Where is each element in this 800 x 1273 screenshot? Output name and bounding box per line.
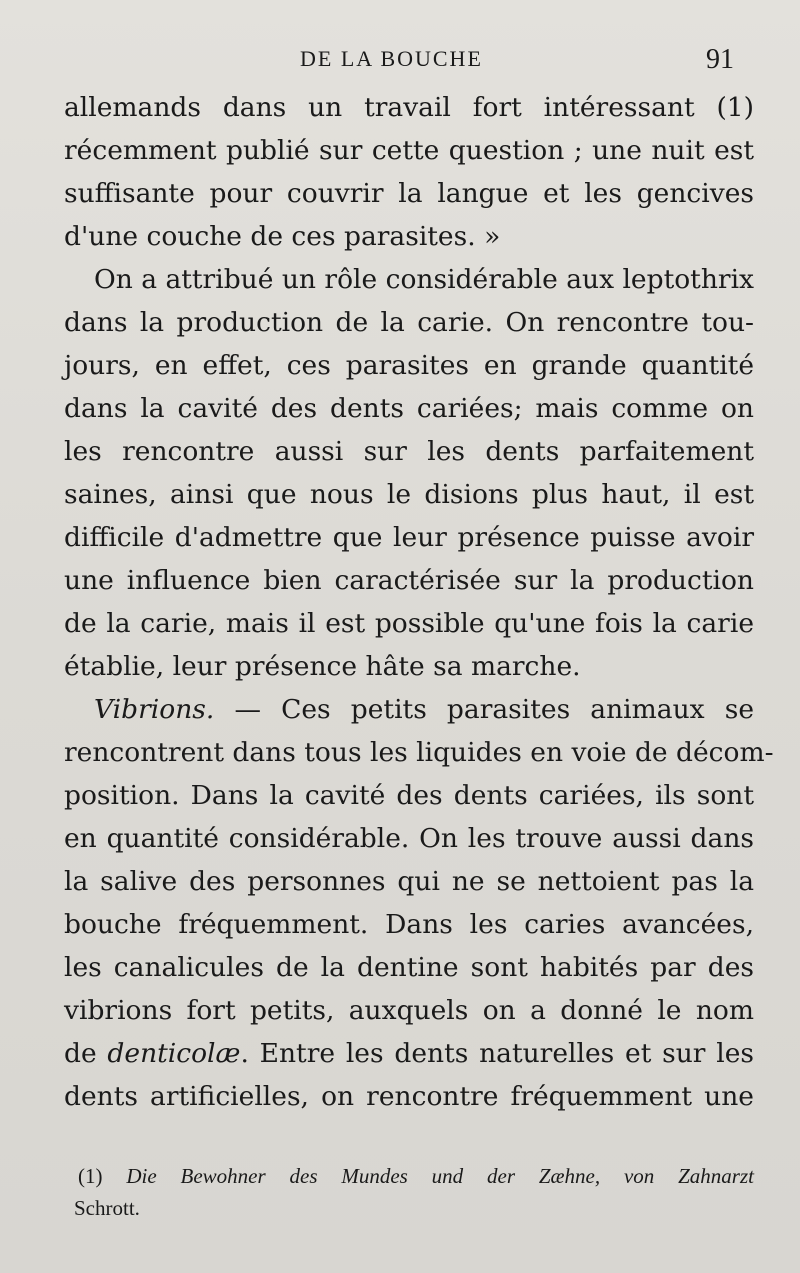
footnote [74,1160,754,1224]
text-line: les rencontre aussi sur les dents parfaitement [64,436,754,467]
text-line: dans la production de la carie. On rencontre tou- [64,307,754,338]
text-line: suffisante pour couvrir la langue et les gencives [64,178,754,209]
text-line: On a attribué un rôle considérable aux leptothrix [94,264,754,295]
text-line [64,688,754,731]
text-run: — Ces petits parasites animaux se [214,694,754,725]
text-line: bouche fréquemment. Dans les caries avancées, [64,909,754,940]
text-line: d'une couche de ces parasites. » [64,221,501,252]
section-heading-vibrions: Vibrions. [94,694,215,725]
text-line: allemands dans un travail fort intéressant (1) [64,92,754,123]
text-line: les canalicules de la dentine sont habités par des [64,952,754,983]
text-line: saines, ainsi que nous le disions plus haut, il est [64,479,754,510]
text-run: de [64,1038,108,1069]
text-line: dans la cavité des dents cariées; mais comme on [64,393,754,424]
text-line: position. Dans la cavité des dents cariées, ils sont [64,780,754,811]
text-run: . Entre les dents naturelles et sur les [240,1038,754,1069]
footnote-marker: (1) [78,1164,127,1188]
text-line: récemment publié sur cette question ; une nuit est [64,135,754,166]
text-line: une influence bien caractérisée sur la production [64,565,754,596]
italic-term: denticolæ [107,1038,241,1069]
text-line: vibrions fort petits, auxquels on a donné le nom [64,995,754,1026]
text-line: dents artificielles, on rencontre fréquemment une [64,1081,754,1112]
page-number: 91 [706,44,734,75]
running-head [0,44,800,80]
text-line: la salive des personnes qui ne se nettoient pas la [64,866,754,897]
text-line: difficile d'admettre que leur présence puisse avoir [64,522,754,553]
footnote-line [74,1160,754,1192]
footnote-citation: Die Bewohner des Mundes und der Zæhne, von Zahnarzt [126,1164,754,1188]
text-line: de la carie, mais il est possible qu'une fois la carie [64,608,754,639]
text-line [64,1032,754,1075]
text-line: jours, en effet, ces parasites en grande quantité [64,350,754,381]
text-line: en quantité considérable. On les trouve aussi dans [64,823,754,854]
text-line: établie, leur présence hâte sa marche. [64,651,581,682]
body-text [64,86,774,1118]
footnote-line: Schrott. [74,1196,140,1220]
running-title: DE LA BOUCHE [300,46,483,71]
text-line: rencontrent dans tous les liquides en voie de décom- [64,737,774,768]
